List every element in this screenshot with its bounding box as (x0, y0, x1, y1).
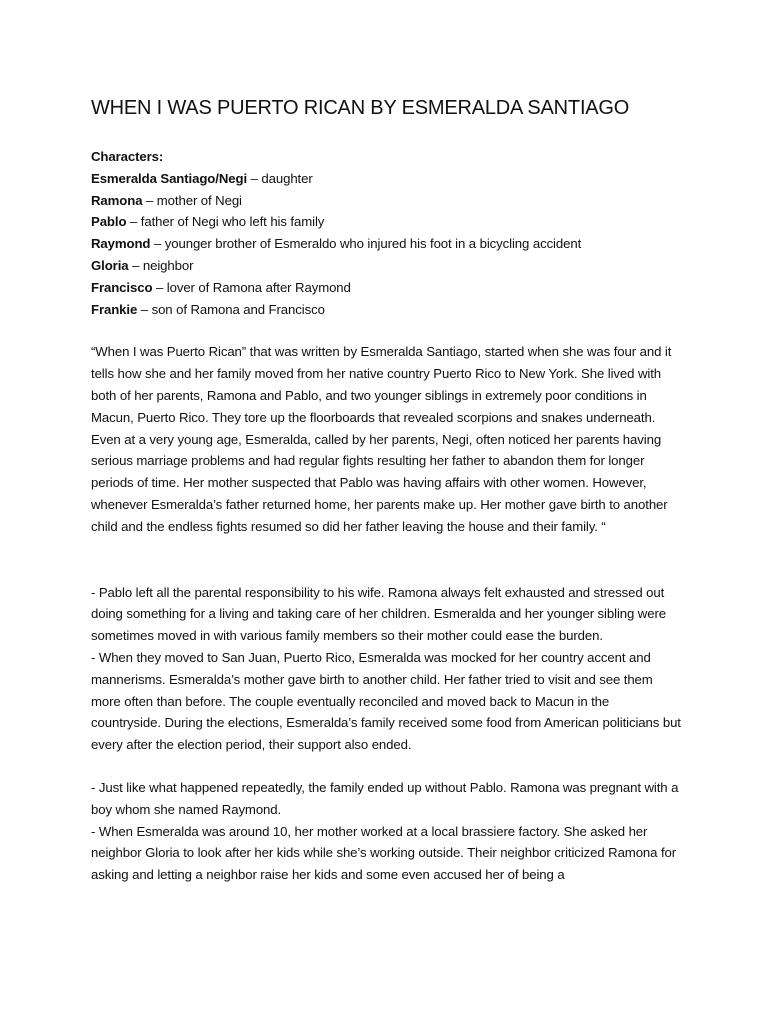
note-paragraph: - Pablo left all the parental responsibility to his wife. Ramona always felt exhausted and stressed out doing something for a living and taking care of her children. Esmeralda and her younger sibling were sometimes moved in with various family members so their mother could ease the burden. (91, 584, 666, 644)
character-description: – neighbor (128, 257, 194, 273)
character-name: Francisco (91, 279, 153, 295)
note-paragraph: - Just like what happened repeatedly, the family ended up without Pablo. Ramona was pregnant with a boy whom she named Raymond. (91, 779, 679, 817)
character-entry (91, 277, 681, 299)
character-name: Frankie (91, 301, 138, 317)
notes-section-1 (91, 582, 681, 756)
character-entry (91, 211, 681, 233)
character-description: – lover of Ramona after Raymond (152, 279, 351, 295)
character-description: – younger brother of Esmeraldo who injured his foot in a bicycling accident (150, 236, 582, 252)
character-description: – mother of Negi (142, 192, 242, 208)
character-name: Pablo (91, 214, 127, 230)
character-name: Ramona (91, 192, 143, 208)
note-paragraph: - When they moved to San Juan, Puerto Rico, Esmeralda was mocked for her country accent and mannerisms. Esmeralda’s mother gave birth to another child. Her father tried to visit and see them more often than before. The couple eventually reconciled and moved back to Macun in the countryside. During the elections, Esmeralda’s family received some food from American politicians but every after the election period, their support also ended. (91, 649, 681, 753)
character-description: – son of Ramona and Francisco (137, 301, 325, 317)
character-name: Esmeralda Santiago/Negi (91, 170, 248, 186)
document-page (91, 96, 681, 886)
character-entry (91, 233, 681, 255)
summary-paragraph: “When I was Puerto Rican” that was written by Esmeralda Santiago, started when she was four and it tells how she and her family moved from her native country Puerto Rico to New York. She lived with both of her parents, Ramona and Pablo, and two younger siblings in extremely poor conditions in Macun, Puerto Rico. They tore up the floorboards that revealed scorpions and snakes underneath. Even at a very young age, Esmeralda, called by her parents, Negi, often noticed her parents having serious marriage problems and had regular fights resulting her father to abandon them for longer periods of time. Her mother suspected that Pablo was having affairs with other women. However, whenever Esmeralda’s father returned home, her parents make up. Her mother gave birth to another child and the endless fights resumed so did her father leaving the house and their family. “ (91, 344, 672, 534)
character-entry (91, 190, 681, 212)
notes-section-2 (91, 777, 681, 886)
document-title: WHEN I WAS PUERTO RICAN BY ESMERALDA SANTIAGO (91, 97, 630, 119)
characters-section (91, 146, 681, 320)
character-name: Raymond (91, 236, 151, 252)
character-description: – father of Negi who left his family (126, 214, 325, 230)
characters-heading: Characters: (91, 149, 164, 164)
character-description: – daughter (247, 170, 313, 186)
note-paragraph: - When Esmeralda was around 10, her mother worked at a local brassiere factory. She asked her neighbor Gloria to look after her kids while she’s working outside. Their neighbor criticized Ramona for asking and letting a neighbor raise her kids and some even accused her of being a (91, 823, 677, 883)
character-name: Gloria (91, 257, 129, 273)
character-entry (91, 299, 681, 321)
character-entry (91, 255, 681, 277)
character-entry (91, 168, 681, 190)
summary-section (91, 341, 681, 537)
